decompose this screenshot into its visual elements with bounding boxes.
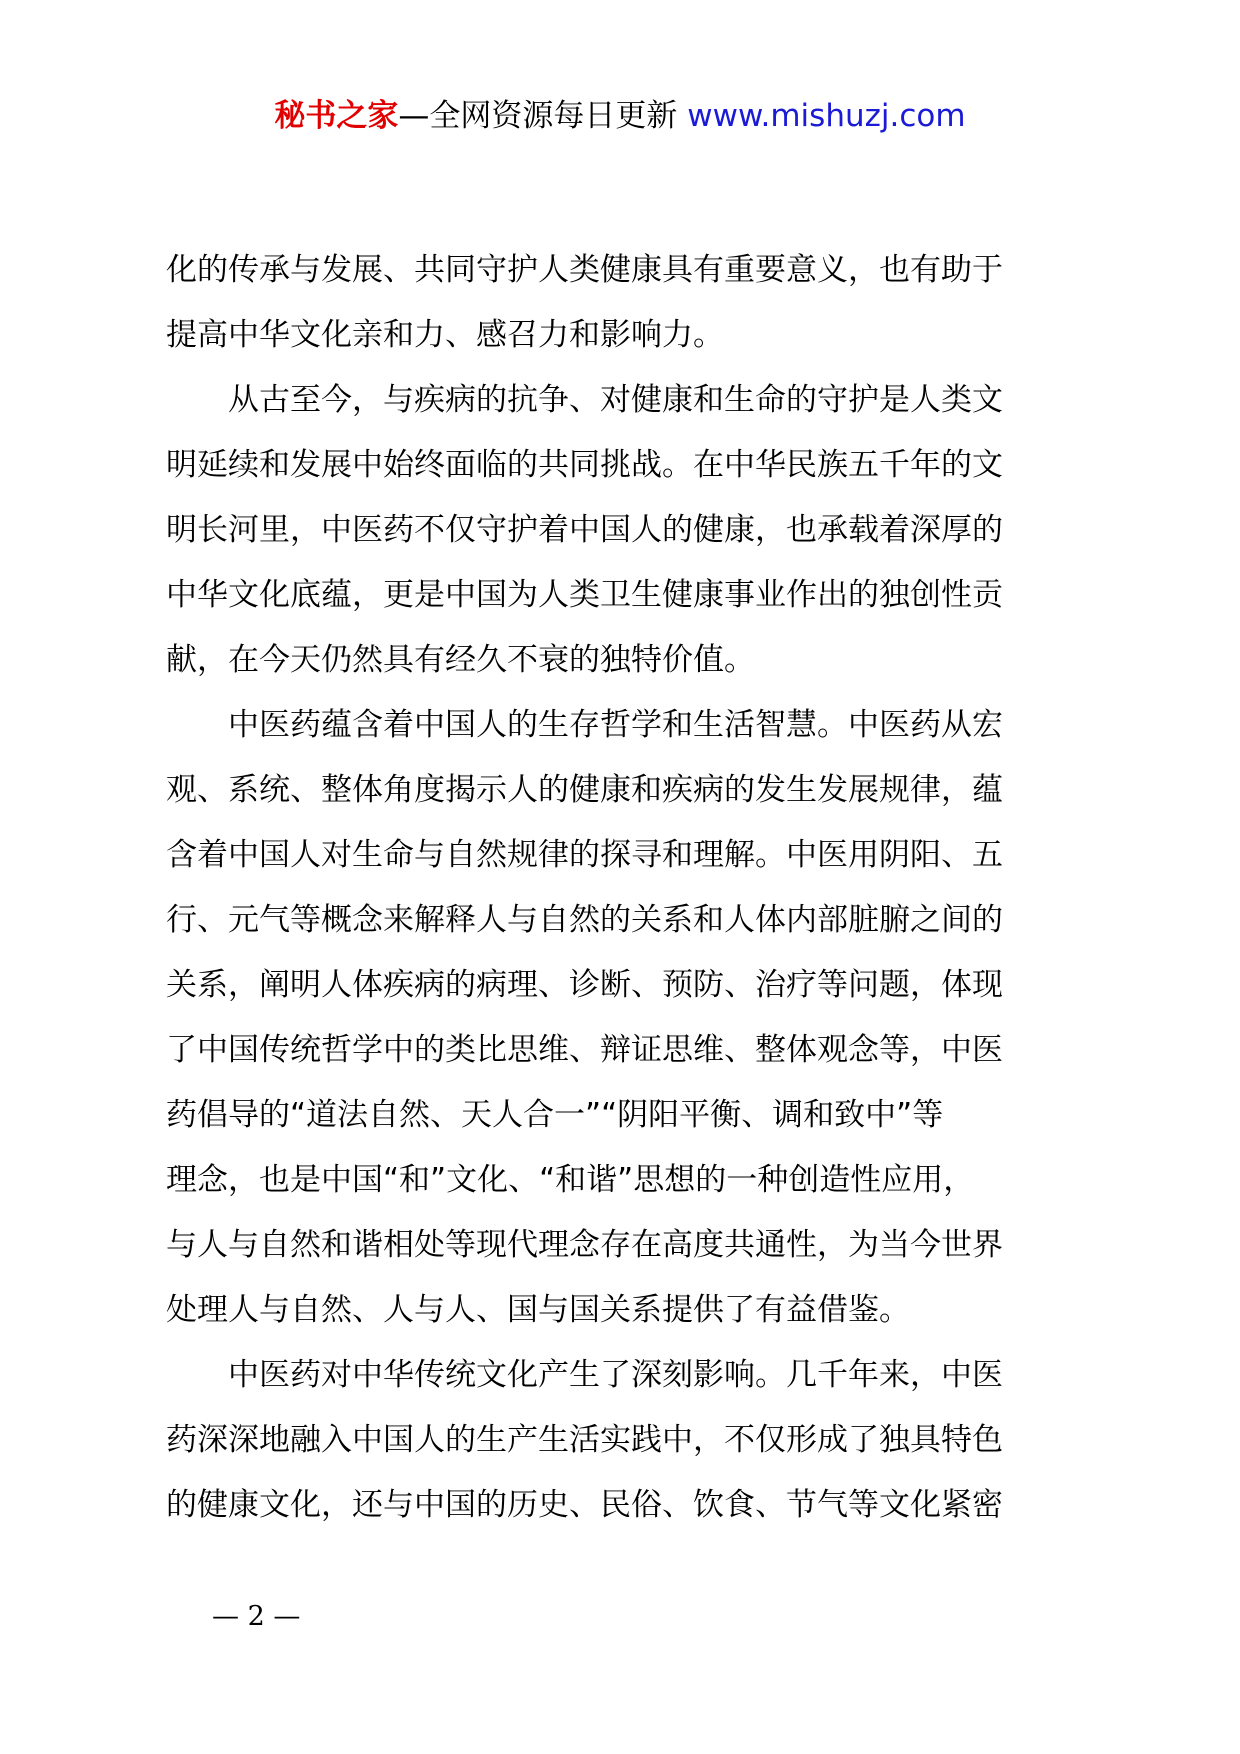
text-line: 处理人与自然、人与人、国与国关系提供了有益借鉴。 <box>166 1292 910 1328</box>
text-line: 中华文化底蕴，更是中国为人类卫生健康事业作出的独创性贡 <box>166 577 1003 613</box>
text-line: 从古至今，与疾病的抗争、对健康和生命的守护是人类文 <box>166 382 1003 418</box>
site-header <box>0 96 1240 136</box>
text-line: 化的传承与发展、共同守护人类健康具有重要意义，也有助于 <box>166 252 1003 288</box>
text-line: 行、元气等概念来解释人与自然的关系和人体内部脏腑之间的 <box>166 902 1003 938</box>
text-line: 含着中国人对生命与自然规律的探寻和理解。中医用阴阳、五 <box>166 837 1003 873</box>
text-line: 中医药蕴含着中国人的生存哲学和生活智慧。中医药从宏 <box>166 707 1003 743</box>
text-line: 了中国传统哲学中的类比思维、辩证思维、整体观念等，中医 <box>166 1032 1003 1068</box>
text-line: 关系，阐明人体疾病的病理、诊断、预防、治疗等问题，体现 <box>166 967 1003 1003</box>
text-line: 献，在今天仍然具有经久不衰的独特价值。 <box>166 642 755 678</box>
page-number: — 2 — <box>212 1601 301 1632</box>
site-url-link[interactable]: www.mishuzj.com <box>687 98 966 134</box>
text-line: 中医药对中华传统文化产生了深刻影响。几千年来，中医 <box>166 1357 1003 1393</box>
text-line: 明长河里，中医药不仅守护着中国人的健康，也承载着深厚的 <box>166 512 1003 548</box>
text-line: 提高中华文化亲和力、感召力和影响力。 <box>166 317 724 353</box>
text-line: 药倡导的“道法自然、天人合一”“阴阳平衡、调和致中”等 <box>166 1097 944 1133</box>
text-line: 的健康文化，还与中国的历史、民俗、饮食、节气等文化紧密 <box>166 1487 1003 1523</box>
text-line: 理念，也是中国“和”文化、“和谐”思想的一种创造性应用， <box>166 1162 975 1198</box>
site-tagline: —全网资源每日更新 <box>398 98 688 134</box>
text-line: 明延续和发展中始终面临的共同挑战。在中华民族五千年的文 <box>166 447 1003 483</box>
text-line: 药深深地融入中国人的生产生活实践中，不仅形成了独具特色 <box>166 1422 1003 1458</box>
document-body <box>166 238 1086 1538</box>
site-brand: 秘书之家 <box>274 98 399 134</box>
text-line: 观、系统、整体角度揭示人的健康和疾病的发生发展规律，蕴 <box>166 772 1003 808</box>
text-line: 与人与自然和谐相处等现代理念存在高度共通性，为当今世界 <box>166 1227 1003 1263</box>
